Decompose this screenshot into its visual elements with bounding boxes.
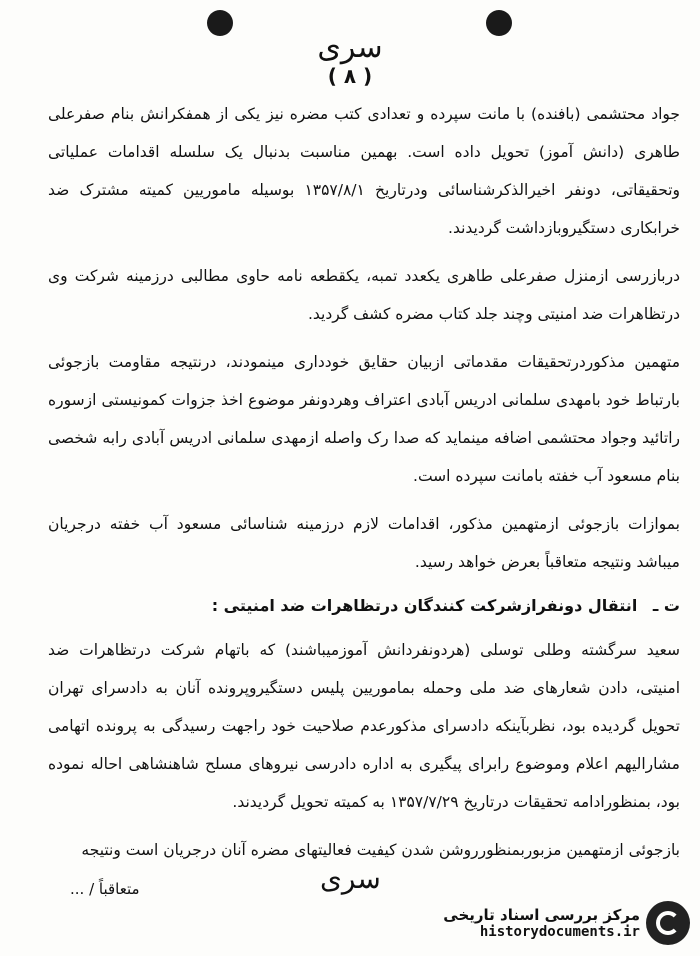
classification-header: سری bbox=[317, 30, 383, 65]
watermark-url: historydocuments.ir bbox=[479, 924, 640, 940]
paragraph-3: متهمین مذکوردرتحقیقات مقدماتی ازبیان حقایق خودداری مینمودند، درنتیجه مقاومت بازجوئی بارتباط خود بامهدی سلمانی ادریس آبادی اعتراف وهردونفر موضوع اخذ جزوات کمونیستی ازسوره راتائید وجواد محتشمی اضافه مینماید که صدا رک واصله ازمهدی سلمانی ادریس آبادی رابه شخصی بنام مسعود آب خفته بامانت سپرده است. bbox=[48, 353, 680, 485]
classification-footer: سری bbox=[320, 862, 381, 895]
continuation-note: متعاقباً / ... bbox=[70, 880, 140, 898]
page-number: ( ۸ ) bbox=[327, 64, 373, 88]
paragraph-6: بازجوئی ازمتهمین مزبوربمنظورروشن شدن کیفیت فعالیتهای مضره آنان درجریان است ونتیجه bbox=[81, 841, 680, 859]
paragraph-2: دربازرسی ازمنزل صفرعلی طاهری یکعدد تمبه، یکقطعه نامه حاوی مطالبی درزمینه شرکت وی درتظاهرات ضد امنیتی وچند جلد کتاب مضره کشف گردید. bbox=[48, 267, 680, 323]
section-number: ت ـ bbox=[652, 596, 680, 615]
paragraph-1: جواد محتشمی (بافنده) با مانت سپرده و تعدادی کتب مضره نیز یکی از همفکرانش بنام صفرعلی طاهری (دانش آموز) تحویل داده است. بهمین مناسبت بدنبال یک سلسله اقدامات عملیاتی وتحقیقاتی، دونفر اخیرالذکرشناسائی ودرتاریخ ۱۳۵۷/۸/۱ بوسیله ماموریین کمیته مشترک ضد خرابکاری دستگیروبازداشت گردیدند. bbox=[48, 105, 680, 237]
watermark-name: مرکز بررسی اسناد تاریخی bbox=[443, 906, 640, 924]
archive-watermark bbox=[430, 896, 690, 950]
section-heading bbox=[48, 587, 680, 625]
paragraph-4: بموازات بازجوئی ازمتهمین مذکور، اقدامات لازم درزمینه شناسائی مسعود آب خفته درجریان میباشد ونتیجه متعاقباً بعرض خواهد رسید. bbox=[48, 515, 680, 571]
watermark-text bbox=[443, 906, 640, 940]
archive-logo-icon bbox=[646, 901, 690, 945]
paragraph-5: سعید سرگشته وطلی توسلی (هردونفردانش آموزمیباشند) که باتهام شرکت درتظاهرات ضد امنیتی، دادن شعارهای ضد ملی وحمله بماموریین پلیس دستگیروپرونده آنان به دادسرای تهران تحویل گردیده بود، نظربآینکه دادسرای مذکورعدم صلاحیت خود راجهت رسیدگی به پرونده اتهامی مشارالیهم اعلام وموضوع رابرای پیگیری به اداره دادرسی نیروهای مسلح شاهنشاهی احاله نموده بود، بمنظورادامه تحقیقات درتاریخ ۱۳۵۷/۷/۲۹ به کمیته تحویل گردیدند. bbox=[48, 641, 680, 811]
section-title: انتقال دونفرازشرکت کنندگان درتظاهرات ضد امنیتی : bbox=[211, 596, 638, 615]
document-body bbox=[48, 95, 680, 869]
